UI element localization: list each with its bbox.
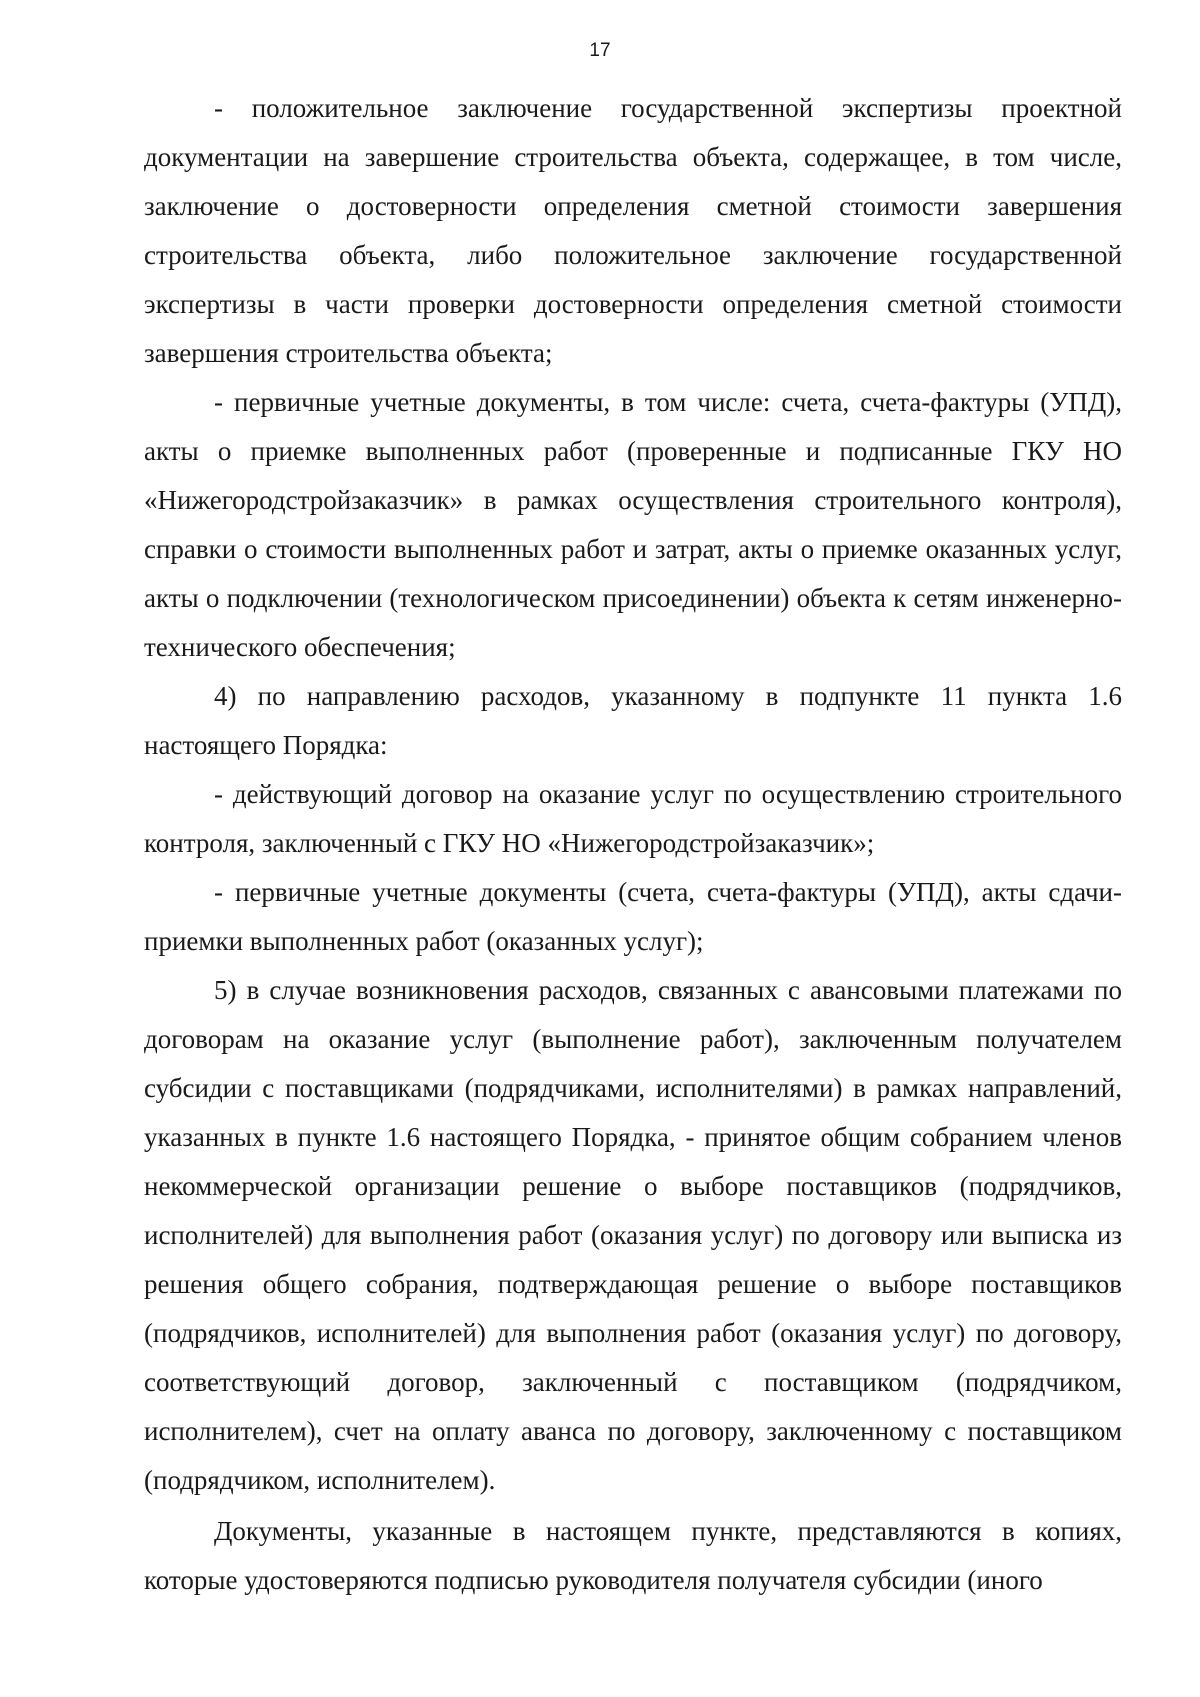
- paragraph-item-5: 5) в случае возникновения расходов, связанных с авансовыми платежами по договорам на оказание услуг (выполнение работ), заключенным получателем субсидии с поставщиками (подрядчиками, исполнителями) в рамках направлений, указанных в пункте 1.6 настоящего Порядка, - принятое общим собранием членов некоммерческой организации решение о выборе поставщиков (подрядчиков, исполнителей) для выполнения работ (оказания услуг) по договору или выписка из решения общего собрания, подтверждающая решение о выборе поставщиков (подрядчиков, исполнителей) для выполнения работ (оказания услуг) по договору, соответствующий договор, заключенный с поставщиком (подрядчиком, исполнителем), счет на оплату аванса по договору, заключенному с поставщиком (подрядчиком, исполнителем).: [144, 975, 1122, 1495]
- paragraph-construction-control-contract: - действующий договор на оказание услуг по осуществлению строительного контроля, заключенный с ГКУ НО «Нижегородстройзаказчик»;: [144, 779, 1122, 858]
- paragraph-copies-certification: Документы, указанные в настоящем пункте, представляются в копиях, которые удостоверяются подписью руководителя получателя субсидии (иного: [144, 1516, 1122, 1595]
- document-body: [144, 84, 1122, 1605]
- paragraph-primary-documents: - первичные учетные документы, в том числе: счета, счета-фактуры (УПД), акты о приемке выполненных работ (проверенные и подписанные ГКУ НО «Нижегородстройзаказчик» в рамках осуществления строительного контроля), справки о стоимости выполненных работ и затрат, акты о приемке оказанных услуг, акты о подключении (технологическом присоединении) объекта к сетям инженерно-технического обеспечения;: [144, 387, 1122, 662]
- page-number: 17: [589, 40, 611, 61]
- paragraph-item-4: 4) по направлению расходов, указанному в подпункте 11 пункта 1.6 настоящего Порядка:: [144, 681, 1122, 760]
- paragraph-expertise-conclusion: - положительное заключение государственной экспертизы проектной документации на завершение строительства объекта, содержащее, в том числе, заключение о достоверности определения сметной стоимости завершения строительства объекта, либо положительное заключение государственной экспертизы в части проверки достоверности определения сметной стоимости завершения строительства объекта;: [144, 93, 1122, 368]
- paragraph-acceptance-acts: - первичные учетные документы (счета, счета-фактуры (УПД), акты сдачи-приемки выполненных работ (оказанных услуг);: [144, 877, 1122, 956]
